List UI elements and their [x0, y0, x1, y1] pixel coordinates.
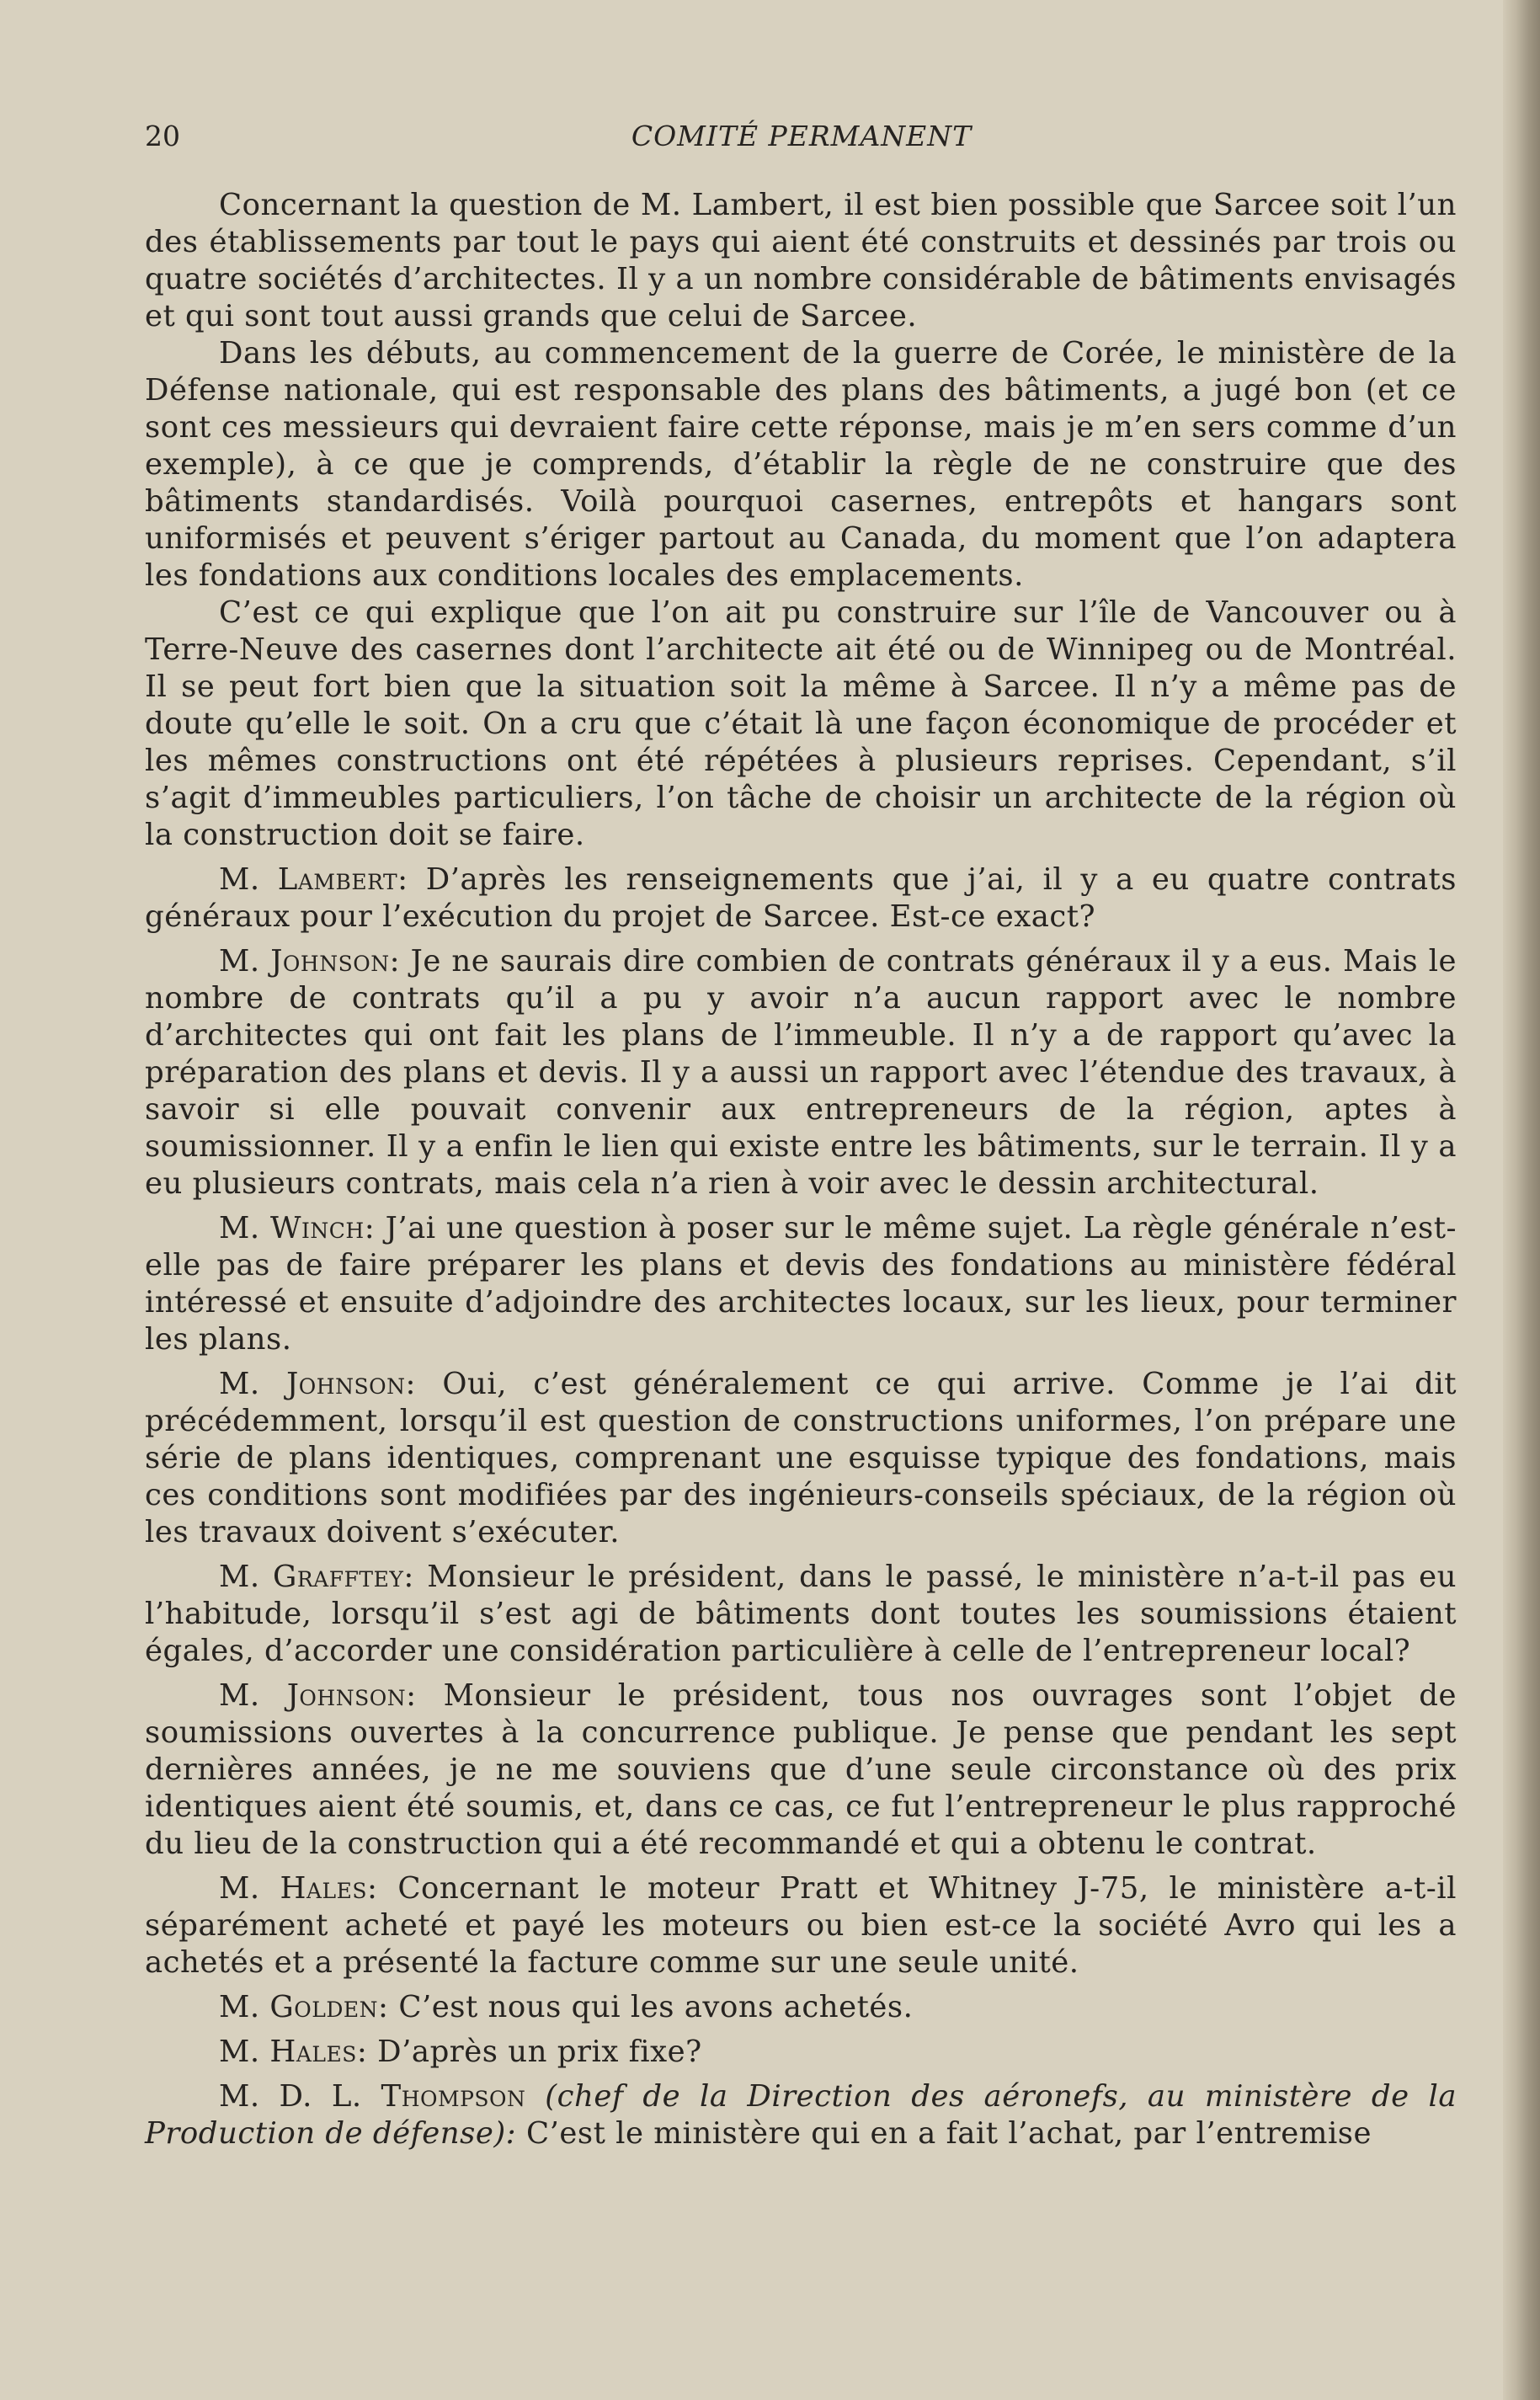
- speaker-name: M. Winch:: [219, 1211, 376, 1245]
- paragraph-text: Je ne saurais dire combien de contrats généraux il y a eus. Mais le nombre de contrats qu’il a pu y avoir n’a aucun rapport avec le nombre d’architectes qui ont fait les plans de l’immeuble. Il n’y a de rapport qu’avec la préparation des plans et devis. Il y a aussi un rapport avec l’étendue des travaux, à savoir si elle pouvait convenir aux entrepreneurs de la région, aptes à soumissionner. Il y a enfin le lien qui existe entre les bâtiments, sur le terrain. Il y a eu plusieurs contrats, mais cela n’a rien à voir avec le dessin architectural.: [145, 944, 1457, 1201]
- body-text: [145, 187, 1457, 2152]
- paragraph-text: C’est le ministère qui en a fait l’achat, par l’entremise: [525, 2116, 1372, 2151]
- speaker-name: M. Golden:: [219, 1990, 389, 2024]
- paragraph-text: C’est ce qui explique que l’on ait pu construire sur l’île de Vancouver ou à Terre-Neuve des casernes dont l’architecte ait été ou de Winnipeg ou de Montréal. Il se peut fort bien que la situation soit la même à Sarcee. Il n’y a même pas de doute qu’elle le soit. On a cru que c’était là une façon économique de procéder et les mêmes constructions ont été répétées à plusieurs reprises. Cependant, s’il s’agit d’immeubles particuliers, l’on tâche de choisir un architecte de la région où la construction doit se faire.: [145, 595, 1457, 852]
- paragraph-13: [145, 2078, 1457, 2152]
- paragraph-10: [145, 1870, 1457, 1981]
- paragraph-text: Concernant la question de M. Lambert, il est bien possible que Sarcee soit l’un des établissements par tout le pays qui aient été construits et dessinés par trois ou quatre sociétés d’architectes. Il y a un nombre considérable de bâtiments envisagés et qui sont tout aussi grands que celui de Sarcee.: [145, 188, 1457, 333]
- paragraph-5: [145, 943, 1457, 1203]
- speaker-affiliation: (chef de la Direction des aéronefs, au ministère de la Production de défense):: [145, 2079, 1457, 2151]
- paragraph-text: Oui, c’est généralement ce qui arrive. Comme je l’ai dit précédemment, lorsqu’il est question de constructions uniformes, l’on prépare une série de plans identiques, comprenant une esquisse typique des fondations, mais ces conditions sont modifiées par des ingénieurs-conseils spéciaux, de la région où les travaux doivent s’exécuter.: [145, 1367, 1457, 1549]
- paragraph-text: Concernant le moteur Pratt et Whitney J-75, le ministère a-t-il séparément acheté et payé les moteurs ou bien est-ce la société Avro qui les a achetés et a présenté la facture comme sur une seule unité.: [145, 1871, 1457, 1980]
- paragraph-1: [145, 187, 1457, 335]
- paragraph-11: [145, 1989, 1457, 2026]
- paragraph-3: [145, 595, 1457, 854]
- running-head: [145, 118, 1458, 155]
- paragraph-12: [145, 2034, 1457, 2071]
- paragraph-7: [145, 1366, 1457, 1551]
- paragraph-text: D’après un prix fixe?: [377, 2035, 702, 2069]
- paragraph-9: [145, 1677, 1457, 1863]
- paragraph-text: J’ai une question à poser sur le même sujet. La règle générale n’est-elle pas de faire préparer les plans et devis des fondations au ministère fédéral intéressé et ensuite d’adjoindre des architectes locaux, sur les lieux, pour terminer les plans.: [145, 1211, 1457, 1357]
- speaker-name: M. Hales:: [219, 2035, 368, 2069]
- speaker-name: M. Hales:: [219, 1871, 378, 1906]
- paragraph-text: Monsieur le président, dans le passé, le ministère n’a-t-il pas eu l’habitude, lorsqu’il s’est agi de bâtiments dont toutes les soumissions étaient égales, d’accorder une considération particulière à celle de l’entrepreneur local?: [145, 1560, 1457, 1668]
- paragraph-4: [145, 861, 1457, 936]
- speaker-name: M. Johnson:: [219, 944, 401, 979]
- paragraph-text: Dans les débuts, au commencement de la guerre de Corée, le ministère de la Défense nationale, qui est responsable des plans des bâtiments, a jugé bon (et ce sont ces messieurs qui devraient faire cette réponse, mais je m’en sers comme d’un exemple), à ce que je comprends, d’établir la règle de ne construire que des bâtiments standardisés. Voilà pourquoi casernes, entrepôts et hangars sont uniformisés et peuvent s’ériger partout au Canada, du moment que l’on adaptera les fondations aux conditions locales des emplacements.: [145, 336, 1457, 593]
- speaker-name: M. Johnson:: [219, 1678, 417, 1713]
- paragraph-2: [145, 335, 1457, 595]
- paragraph-6: [145, 1210, 1457, 1358]
- paragraph-8: [145, 1559, 1457, 1670]
- speaker-name: M. D. L. Thompson: [219, 2079, 526, 2114]
- speaker-name: M. Johnson:: [219, 1367, 416, 1401]
- paragraph-text: Monsieur le président, tous nos ouvrages sont l’objet de soumissions ouvertes à la concurrence publique. Je pense que pendant les sept dernières années, je ne me souviens que d’une seule circonstance où des prix identiques aient été soumis, et, dans ce cas, ce fut l’entrepreneur le plus rapproché du lieu de la construction qui a été recommandé et qui a obtenu le contrat.: [145, 1678, 1457, 1861]
- page-number: 20: [145, 120, 180, 152]
- paragraph-text: D’après les renseignements que j’ai, il y a eu quatre contrats généraux pour l’exécution du projet de Sarcee. Est-ce exact?: [145, 862, 1457, 934]
- speaker-name: M. Lambert:: [219, 862, 408, 897]
- page-edge-shadow: [1503, 0, 1540, 2400]
- paragraph-text: C’est nous qui les avons achetés.: [398, 1990, 914, 2024]
- speaker-name: M. Grafftey:: [219, 1560, 414, 1594]
- page-header-title: COMITÉ PERMANENT: [631, 120, 972, 152]
